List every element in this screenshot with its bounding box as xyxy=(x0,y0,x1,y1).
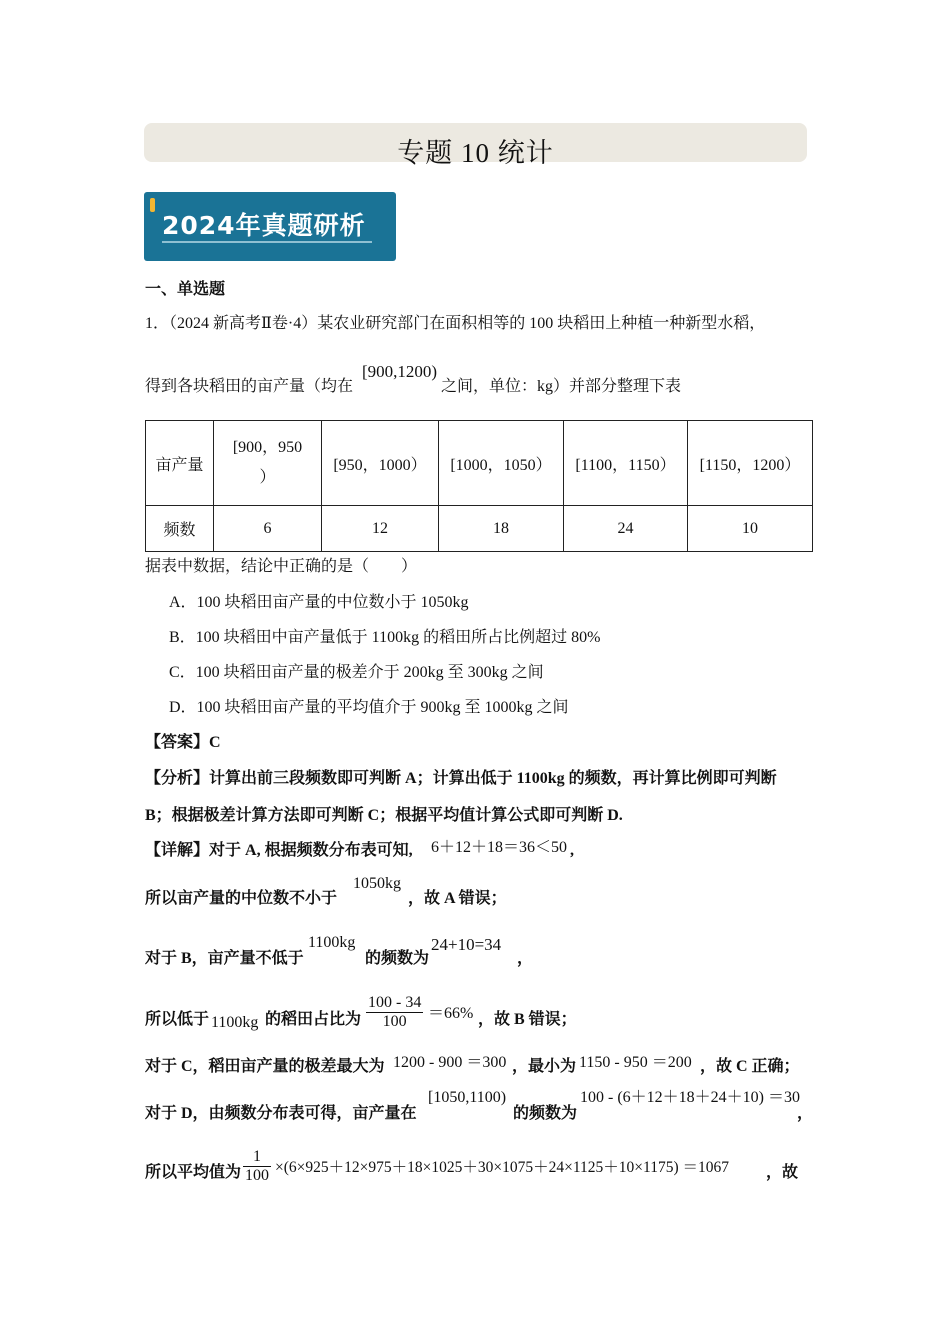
solution-l6-text: 对于 D，由频数分布表可得，亩产量在 xyxy=(145,1105,417,1122)
table-cell-count-1: 6 xyxy=(214,506,322,552)
section-banner xyxy=(144,192,396,261)
row-header-yield: 亩产量 xyxy=(146,421,214,506)
solution-l3-end: ， xyxy=(517,950,534,967)
solution-label: 【详解】 xyxy=(145,842,210,859)
analysis-label: 【分析】 xyxy=(145,770,210,787)
table-row xyxy=(146,506,813,552)
solution-l1-text: 对于 A, 根据频数分布表可知, xyxy=(209,842,413,859)
solution-l2-end: ，故 A 错误； xyxy=(408,890,507,907)
fraction-numerator: 1 xyxy=(253,1148,261,1165)
solution-l5-end: ，故 C 正确； xyxy=(700,1058,800,1075)
answer-value: C xyxy=(209,734,221,751)
table-cell-bin-5: [1150，1200） xyxy=(688,421,813,506)
option-a: A．100 块稻田亩产量的中位数小于 1050kg xyxy=(169,594,469,611)
analysis-line1 xyxy=(145,769,777,789)
fraction-denominator: 100 xyxy=(366,1012,423,1031)
solution-l4-math2: ＝66% xyxy=(428,1005,474,1022)
table-cell-bin-4: [1100，1150） xyxy=(564,421,688,506)
solution-l6-end: ， xyxy=(797,1105,814,1122)
solution-l1-math: 6＋12＋18＝36＜50 xyxy=(431,839,568,856)
solution-line1 xyxy=(145,841,413,861)
banner-accent xyxy=(150,198,155,212)
title-bar xyxy=(144,123,807,168)
table-cell-bin-3: [1000，1050） xyxy=(439,421,564,506)
table-cell-count-4: 24 xyxy=(564,506,688,552)
answer-label: 【答案】 xyxy=(145,734,210,751)
analysis-text-1: 计算出前三段频数即可判断 A；计算出低于 1100kg 的频数，再计算比例即可判断 xyxy=(209,770,777,787)
question-stem-line1: 1．（2024 新高考Ⅱ卷·4）某农业研究部门在面积相等的 100 块稻田上种植一种新型水稻， xyxy=(145,315,766,332)
solution-l4-math1: 1100kg xyxy=(211,1014,259,1031)
solution-l6-math2: 100 - (6＋12＋18＋24＋10) ＝30 xyxy=(580,1089,800,1106)
solution-l5-math2: 1150 - 950 ＝200 xyxy=(579,1054,692,1071)
analysis-line2: B；根据极差计算方法即可判断 C；根据平均值计算公式即可判断 D. xyxy=(145,807,623,824)
solution-l5-mid: ，最小为 xyxy=(512,1058,577,1075)
solution-l4-fraction xyxy=(366,994,423,1031)
solution-l2-math: 1050kg xyxy=(353,875,401,892)
option-d: D．100 块稻田亩产量的平均值介于 900kg 至 1000kg 之间 xyxy=(169,699,569,716)
question-stem-line2-pre: 得到各块稻田的亩产量（均在 xyxy=(145,378,354,395)
solution-l5-text: 对于 C，稻田亩产量的极差最大为 xyxy=(145,1058,385,1075)
solution-l3-text: 对于 B，亩产量不低于 xyxy=(145,950,304,967)
solution-l6-mid: 的频数为 xyxy=(513,1105,578,1122)
table-cell-count-2: 12 xyxy=(322,506,439,552)
fraction-denominator: 100 xyxy=(245,1167,269,1184)
option-b: B．100 块稻田中亩产量低于 1100kg 的稻田所占比例超过 80% xyxy=(169,629,601,646)
solution-l3-math1: 1100kg xyxy=(308,934,356,951)
question-stem-line2-post: 之间，单位：kg）并部分整理下表 xyxy=(441,378,682,395)
solution-l4-mid: 的稻田占比为 xyxy=(265,1011,362,1028)
solution-l7-math: ×(6×925＋12×975＋18×1025＋30×1075＋24×1125＋10×1175) ＝1067 xyxy=(275,1159,729,1176)
solution-l6-math1: [1050,1100) xyxy=(428,1089,507,1106)
solution-l7-end: ，故 xyxy=(766,1164,799,1181)
solution-l4-end: ，故 B 错误； xyxy=(478,1011,577,1028)
fraction-numerator: 100 - 34 xyxy=(368,994,422,1011)
table-cell-count-3: 18 xyxy=(439,506,564,552)
row-header-frequency: 频数 xyxy=(146,506,214,552)
solution-l3-math2: 24+10=34 xyxy=(431,935,502,954)
table-cell-bin-1 xyxy=(214,421,322,506)
solution-l7-text: 所以平均值为 xyxy=(145,1164,242,1181)
banner-underline xyxy=(162,241,372,243)
solution-l5-math1: 1200 - 900 ＝300 xyxy=(393,1054,507,1071)
solution-l2-text: 所以亩产量的中位数不小于 xyxy=(145,890,338,907)
question-prompt: 据表中数据，结论中正确的是（ ） xyxy=(145,558,418,575)
answer-line xyxy=(145,733,221,753)
frequency-table xyxy=(145,420,813,552)
section-heading: 一、单选题 xyxy=(145,281,226,298)
page-title: 专题 10 统计 xyxy=(397,138,554,168)
option-c: C．100 块稻田亩产量的极差介于 200kg 至 300kg 之间 xyxy=(169,664,544,681)
solution-l1-end: , xyxy=(570,842,574,859)
banner-title: 2024年真题研析 xyxy=(162,211,366,240)
bin-1-label-b: ） xyxy=(259,469,276,486)
table-cell-bin-2: [950，1000） xyxy=(322,421,439,506)
solution-l4-text: 所以低于 xyxy=(145,1011,210,1028)
table-row xyxy=(146,421,813,506)
bin-1-label-a: [900，950 xyxy=(232,439,303,456)
solution-l3-mid: 的频数为 xyxy=(365,950,430,967)
question-interval: [900,1200) xyxy=(362,362,438,381)
table-cell-count-5: 10 xyxy=(688,506,813,552)
solution-l7-fraction xyxy=(243,1148,271,1185)
